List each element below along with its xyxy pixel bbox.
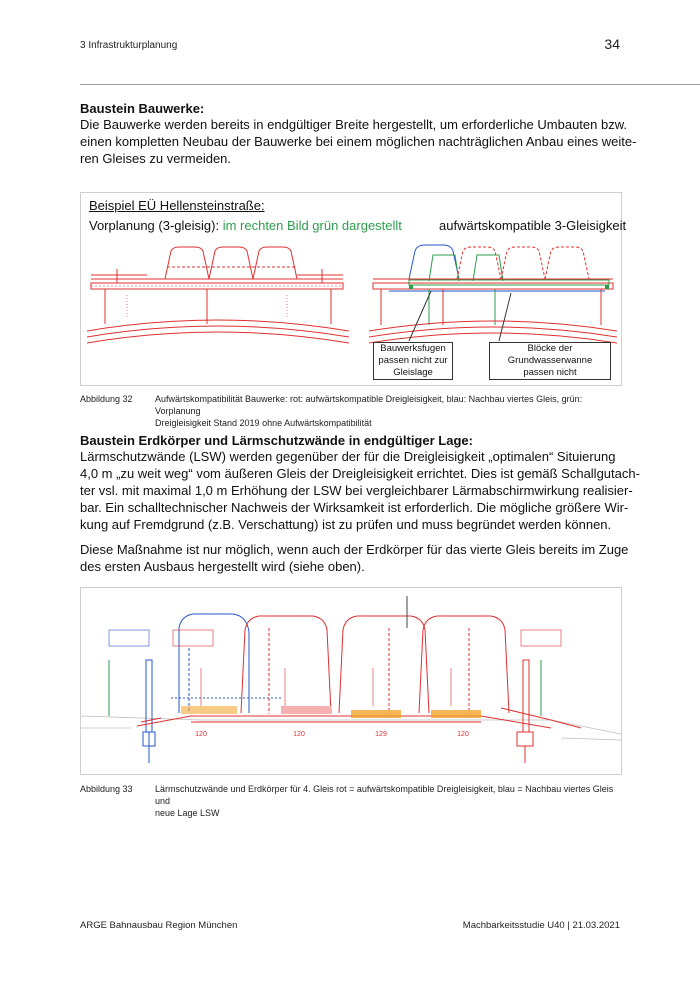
page-number: 34 bbox=[604, 36, 620, 52]
callout-line: Gleislage bbox=[393, 367, 433, 378]
section-heading-erdkoerper: Baustein Erdkörper und Lärmschutzwände in endgültiger Lage: bbox=[80, 433, 473, 448]
footer-left: ARGE Bahnausbau Region München bbox=[80, 920, 238, 931]
caption-figure-33 bbox=[80, 783, 625, 818]
train-outline-blue bbox=[409, 245, 459, 279]
callout-line: Bauwerksfugen bbox=[380, 343, 446, 354]
train-outline-red bbox=[339, 616, 429, 713]
subtitle-black: Vorplanung (3-gleisig): bbox=[89, 218, 223, 233]
subtitle-green: im rechten Bild grün dargestellt bbox=[222, 218, 402, 233]
figure-32-right-label: aufwärtskompatible 3-Gleisigkeit bbox=[439, 218, 627, 233]
paragraph-line: ren Gleises zu vermeiden. bbox=[80, 151, 232, 166]
dimension-label: 129 bbox=[375, 731, 387, 738]
section-heading-bauwerke: Baustein Bauwerke: bbox=[80, 101, 205, 116]
paragraph-line: Die Bauwerke werden bereits in endgültiger Breite hergestellt, um erforderliche Umbauten bzw. bbox=[80, 117, 628, 132]
paragraph-line: des ersten Ausbaus hergestellt wird (siehe oben). bbox=[80, 559, 365, 574]
train-outline-red bbox=[419, 616, 509, 713]
figure-32-subtitle bbox=[89, 218, 402, 233]
train-outline bbox=[209, 247, 253, 279]
figure-33 bbox=[80, 587, 622, 775]
figure-33-drawing bbox=[81, 588, 621, 774]
callout-bauwerksfugen bbox=[373, 342, 453, 380]
footer-right: Machbarkeitsstudie U40 | 21.03.2021 bbox=[462, 920, 620, 931]
dimension-label: 120 bbox=[195, 731, 207, 738]
dimension-label: 120 bbox=[457, 731, 469, 738]
train-outline-red bbox=[241, 616, 331, 713]
callout-line: passen nicht bbox=[523, 367, 577, 378]
chapter-header: 3 Infrastrukturplanung bbox=[80, 40, 178, 51]
paragraph-line: 4,0 m „zu weit weg“ vom äußeren Gleis der Dreigleisigkeit errichtet. Dies ist gemäß Schallgutach- bbox=[80, 466, 640, 481]
caption-line: Aufwärtskompatibilität Bauwerke: rot: aufwärtskompatible Dreigleisigkeit, blau: Nachbau viertes Gleis, grün: Vorplanung bbox=[155, 394, 583, 416]
paragraph-line: einen kompletten Neubau der Bauwerke bei einem möglichen nachträglichen Anbau eines weite- bbox=[80, 134, 637, 149]
paragraph-line: bar. Ein schalltechnischer Nachweis der Wirksamkeit ist erforderlich. Die mögliche größere Wir- bbox=[80, 500, 629, 515]
caption-line: Dreigleisigkeit Stand 2019 ohne Aufwärtskompatibilität bbox=[155, 418, 372, 428]
figure-32-left-drawing bbox=[87, 239, 349, 349]
paragraph-bauwerke bbox=[80, 116, 637, 167]
header-divider bbox=[80, 84, 700, 85]
figure-32-right-drawing bbox=[369, 239, 617, 349]
paragraph-line: ter vsl. mit maximal 1,0 m Erhöhung der LSW bei vergleichbarer Lärmabschirmwirkung realisier- bbox=[80, 483, 633, 498]
train-outline bbox=[165, 247, 209, 279]
paragraph-line: Lärmschutzwände (LSW) werden gegenüber der für die Dreigleisigkeit „optimalen“ Situierung bbox=[80, 449, 616, 464]
caption-line: neue Lage LSW bbox=[155, 808, 220, 818]
paragraph-erdkoerper-2 bbox=[80, 541, 629, 575]
callout-line: Grundwasserwanne bbox=[507, 355, 593, 366]
paragraph-line: Diese Maßnahme ist nur möglich, wenn auch der Erdkörper für das vierte Gleis bereits im Zuge bbox=[80, 542, 629, 557]
callout-line: passen nicht zur bbox=[378, 355, 448, 366]
figure-32-title: Beispiel EÜ Hellensteinstraße: bbox=[89, 198, 265, 213]
callout-line: Blöcke der bbox=[527, 343, 573, 354]
caption-line: Lärmschutzwände und Erdkörper für 4. Gleis rot = aufwärtskompatible Dreigleisigkeit, blau = Nachbau viertes Gleis und bbox=[155, 784, 614, 806]
caption-figure-32 bbox=[80, 393, 625, 428]
caption-label: Abbildung 32 bbox=[80, 394, 133, 404]
dimension-label: 120 bbox=[293, 731, 305, 738]
callout-grundwasserwanne bbox=[489, 342, 611, 380]
figure-32 bbox=[80, 192, 627, 386]
paragraph-line: kung auf Fremdgrund (z.B. Verschattung) ist zu prüfen und muss begründet werden können. bbox=[80, 517, 612, 532]
train-outline bbox=[253, 247, 297, 279]
paragraph-erdkoerper bbox=[80, 448, 640, 533]
caption-label: Abbildung 33 bbox=[80, 784, 133, 794]
